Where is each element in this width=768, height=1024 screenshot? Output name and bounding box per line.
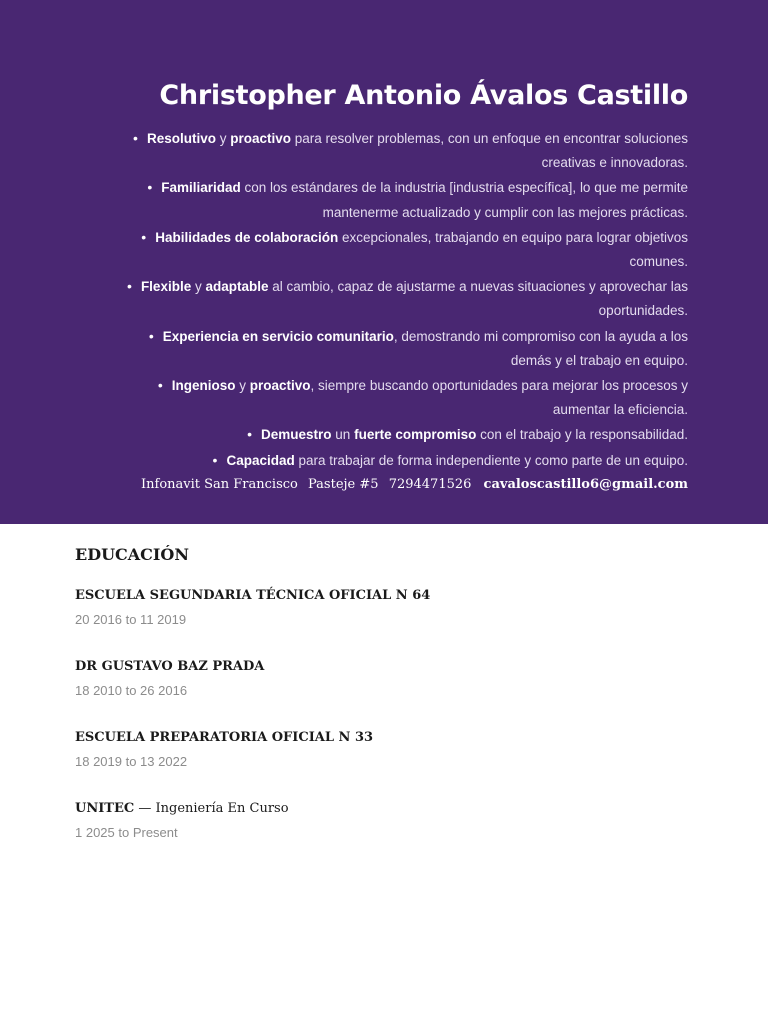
bullet-emphasis: fuerte compromiso bbox=[354, 427, 477, 443]
contact-email[interactable]: cavaloscastillo6@gmail.com bbox=[483, 477, 688, 492]
school-degree: — Ingeniería En Curso bbox=[134, 801, 289, 816]
education-item bbox=[75, 588, 430, 627]
bullet-text: y bbox=[215, 131, 231, 146]
bullet-emphasis: Resolutivo bbox=[146, 131, 216, 146]
school-name: ESCUELA PREPARATORIA OFICIAL N 33 bbox=[75, 730, 374, 745]
bullet-text: oportunidades. bbox=[598, 303, 688, 319]
summary-bullet bbox=[108, 373, 688, 422]
bullet-emphasis: Demuestro bbox=[261, 427, 332, 443]
school-name: ESCUELA SEGUNDARIA TÉCNICA OFICIAL N 64 bbox=[75, 588, 431, 603]
bullet-dot-icon: • bbox=[141, 228, 147, 245]
bullet-emphasis: Ingenioso bbox=[171, 378, 236, 394]
bullet-text: y bbox=[191, 279, 206, 295]
school-name: UNITEC bbox=[75, 801, 135, 816]
bullet-emphasis: proactivo bbox=[249, 378, 311, 394]
education-item bbox=[75, 801, 289, 840]
education-school bbox=[75, 588, 430, 603]
bullet-text: , demostrando mi compromiso con la ayuda a los bbox=[393, 328, 688, 344]
contact-phone: 7294471526 bbox=[388, 477, 472, 492]
summary-bullet bbox=[108, 324, 688, 373]
bullet-text: mantenerme actualizado y cumplir con las mejores prácticas. bbox=[322, 204, 688, 220]
summary-bullet bbox=[108, 274, 688, 323]
contact-address: Infonavit San Francisco bbox=[141, 477, 298, 492]
bullet-text: al cambio, capaz de ajustarme a nuevas situaciones y aprovechar las bbox=[268, 279, 688, 295]
bullet-text: demás y el trabajo en equipo. bbox=[510, 352, 688, 368]
bullet-emphasis: Capacidad bbox=[226, 452, 295, 468]
bullet-dot-icon: • bbox=[133, 130, 138, 146]
bullet-emphasis: Familiaridad bbox=[161, 180, 241, 196]
education-item bbox=[75, 659, 264, 698]
summary-bullet bbox=[108, 175, 688, 224]
bullet-dot-icon: • bbox=[127, 278, 132, 295]
bullet-emphasis: adaptable bbox=[205, 279, 269, 295]
bullet-emphasis: Habilidades de colaboración bbox=[155, 229, 339, 245]
bullet-dot-icon: • bbox=[147, 179, 153, 196]
education-dates: 20 2016 to 11 2019 bbox=[75, 612, 187, 627]
bullet-text: para resolver problemas, con un enfoque en encontrar soluciones bbox=[291, 131, 688, 146]
education-item bbox=[75, 730, 373, 769]
bullet-dot-icon: • bbox=[148, 327, 154, 344]
contact-line bbox=[135, 477, 688, 492]
bullet-text: creativas e innovadoras. bbox=[541, 155, 688, 171]
bullet-text: para trabajar de forma independiente y como parte de un equipo. bbox=[294, 452, 688, 468]
education-school bbox=[75, 659, 264, 674]
bullet-text: aumentar la eficiencia. bbox=[552, 402, 688, 418]
bullet-text: y bbox=[235, 378, 250, 394]
education-dates: 18 2019 to 13 2022 bbox=[75, 754, 188, 769]
summary-bullet bbox=[108, 422, 688, 447]
school-name: DR GUSTAVO BAZ PRADA bbox=[75, 659, 265, 674]
bullet-text: , siempre buscando oportunidades para mejorar los procesos y bbox=[310, 378, 688, 394]
bullet-dot-icon: • bbox=[212, 451, 218, 468]
bullet-text: un bbox=[331, 427, 355, 443]
contact-street: Pasteje #5 bbox=[308, 477, 379, 492]
summary-list bbox=[108, 126, 688, 473]
bullet-text: con el trabajo y la responsabilidad. bbox=[476, 427, 688, 443]
education-school bbox=[75, 801, 289, 816]
bullet-text: comunes. bbox=[629, 254, 688, 270]
bullet-dot-icon: • bbox=[157, 377, 163, 394]
summary-bullet bbox=[108, 126, 688, 175]
education-school bbox=[75, 730, 373, 745]
bullet-emphasis: proactivo bbox=[230, 131, 291, 146]
bullet-text: excepcionales, trabajando en equipo para lograr objetivos bbox=[338, 229, 688, 245]
education-dates: 18 2010 to 26 2016 bbox=[75, 683, 188, 698]
summary-bullet bbox=[108, 448, 688, 473]
education-dates: 1 2025 to Present bbox=[75, 825, 178, 840]
bullet-emphasis: Flexible bbox=[140, 279, 192, 295]
bullet-dot-icon: • bbox=[247, 426, 253, 443]
summary-bullet bbox=[108, 225, 688, 274]
candidate-name: Christopher Antonio Ávalos Castillo bbox=[159, 80, 688, 111]
bullet-emphasis: Experiencia en servicio comunitario bbox=[162, 328, 394, 344]
bullet-text: con los estándares de la industria [industria específica], lo que me permite bbox=[240, 180, 688, 196]
education-section-title: EDUCACIÓN bbox=[75, 545, 189, 564]
